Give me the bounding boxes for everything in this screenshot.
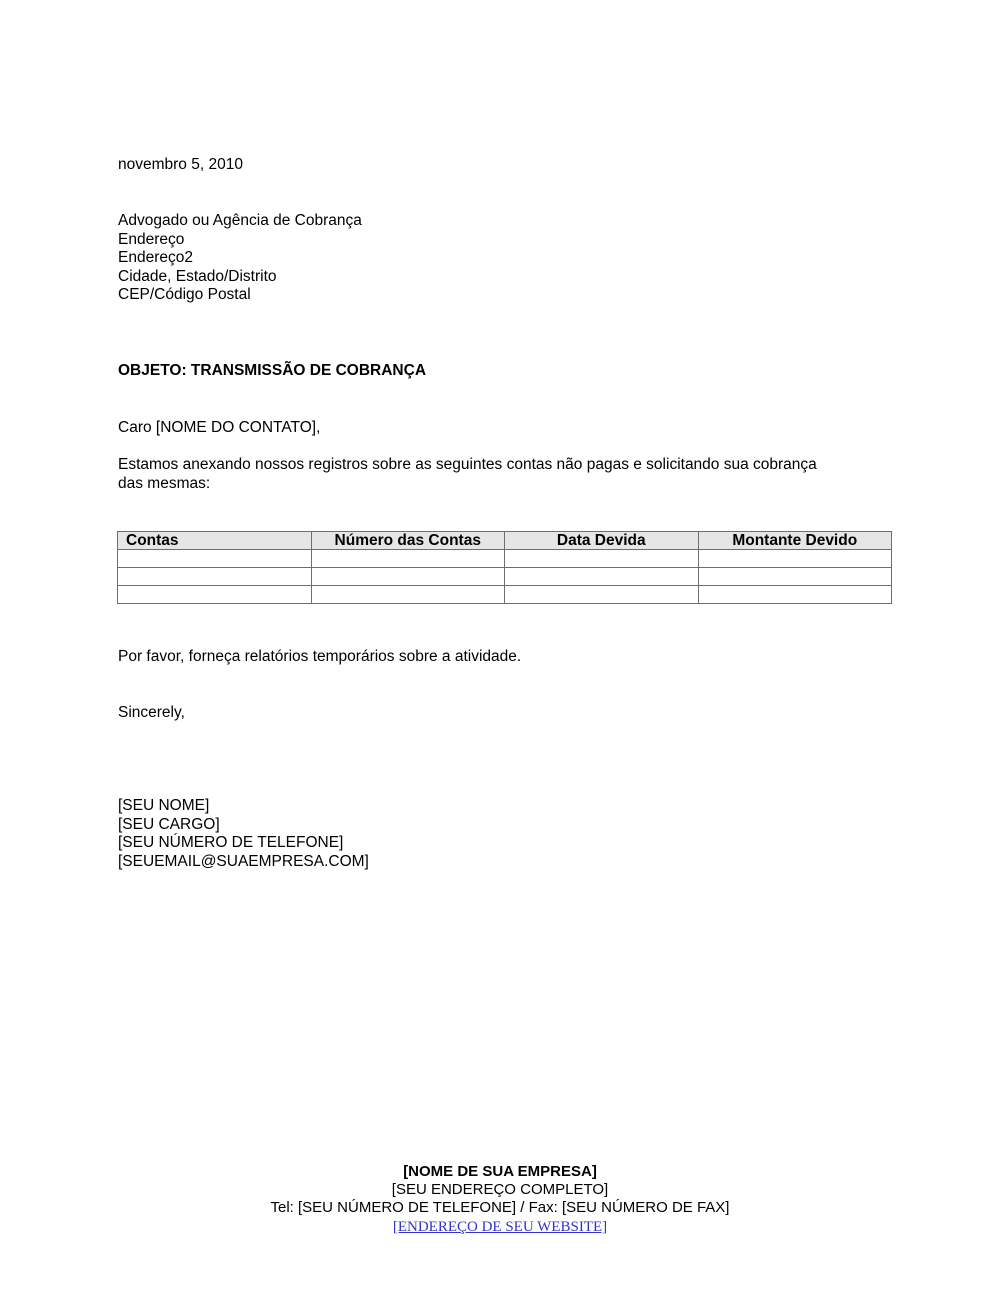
page-footer: [0, 1163, 1000, 1236]
table-cell: [698, 550, 892, 568]
recipient-name: Advogado ou Agência de Cobrança: [118, 212, 362, 229]
header-contas: Contas: [118, 532, 312, 550]
signature-block: [118, 797, 369, 871]
salutation: Caro [NOME DO CONTATO],: [118, 419, 321, 436]
recipient-address-line2: Endereço2: [118, 249, 193, 267]
table-header-row: [118, 532, 892, 550]
table-cell: [118, 568, 312, 586]
table-cell: [311, 550, 505, 568]
footer-contact: Tel: [SEU NÚMERO DE TELEFONE] / Fax: [SEU NÚMERO DE FAX]: [270, 1199, 730, 1217]
header-montante-devido: Montante Devido: [698, 532, 892, 550]
table-cell: [311, 586, 505, 604]
footer-website-link[interactable]: [ENDEREÇO DE SEU WEBSITE]: [392, 1218, 608, 1235]
body-paragraph: [118, 456, 817, 493]
body-line-2: das mesmas:: [118, 474, 211, 492]
table-cell: [505, 586, 699, 604]
signature-name: [SEU NOME]: [118, 797, 210, 814]
signature-phone: [SEU NÚMERO DE TELEFONE]: [118, 834, 344, 852]
request-paragraph: Por favor, forneça relatórios temporários sobre a atividade.: [118, 648, 522, 665]
recipient-postal-code: CEP/Código Postal: [118, 286, 251, 304]
letter-date: novembro 5, 2010: [118, 156, 243, 173]
footer-company-name: [NOME DE SUA EMPRESA]: [403, 1163, 597, 1180]
closing: Sincerely,: [118, 704, 185, 721]
table-row: [118, 586, 892, 604]
header-numero-das-contas: Número das Contas: [311, 532, 505, 550]
body-line-1: Estamos anexando nossos registros sobre as seguintes contas não pagas e solicitando sua cobrança: [118, 456, 817, 473]
table-cell: [118, 586, 312, 604]
table-cell: [505, 550, 699, 568]
recipient-city-state: Cidade, Estado/Distrito: [118, 267, 277, 285]
signature-email: [SEUEMAIL@SUAEMPRESA.COM]: [118, 852, 369, 870]
footer-address: [SEU ENDEREÇO COMPLETO]: [391, 1181, 609, 1199]
recipient-address: [118, 212, 362, 305]
table-row: [118, 550, 892, 568]
recipient-address-line1: Endereço: [118, 230, 185, 248]
accounts-table: [117, 531, 892, 604]
table-cell: [698, 568, 892, 586]
subject-line: OBJETO: TRANSMISSÃO DE COBRANÇA: [118, 362, 427, 379]
table-cell: [311, 568, 505, 586]
signature-title: [SEU CARGO]: [118, 815, 220, 833]
table-row: [118, 568, 892, 586]
table-cell: [505, 568, 699, 586]
table-cell: [698, 586, 892, 604]
header-data-devida: Data Devida: [505, 532, 699, 550]
table-cell: [118, 550, 312, 568]
